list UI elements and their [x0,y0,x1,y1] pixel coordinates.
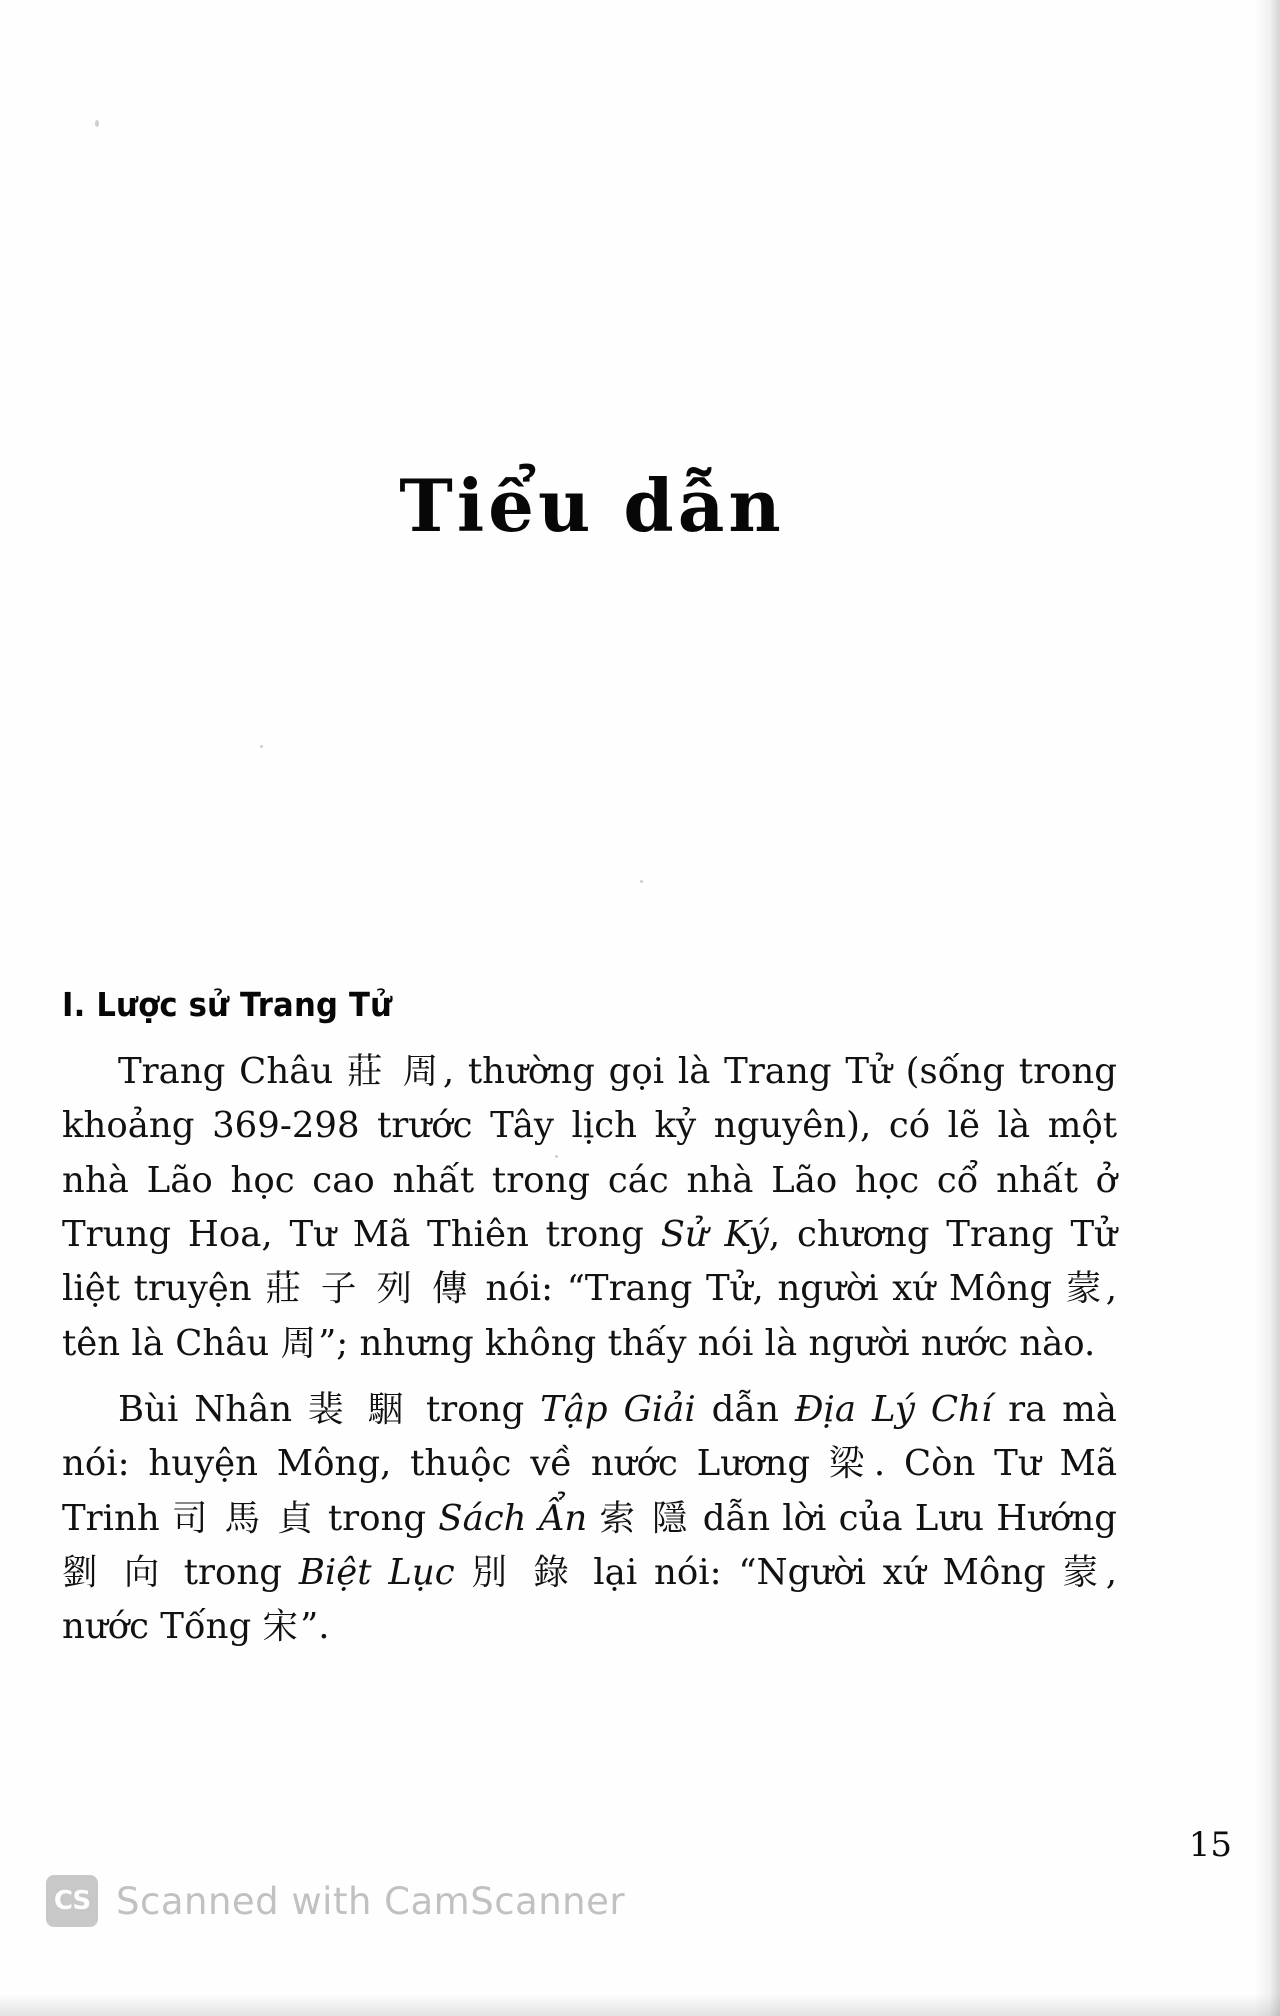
chapter-title: Tiểu dẫn [399,463,785,548]
han-characters: 莊 周 [347,1051,443,1092]
han-characters: 裴 駰 [308,1388,411,1430]
page-content [62,0,1122,2016]
section-heading: I. Lược sử Trang Tử [62,985,393,1024]
han-characters: 梁 [828,1443,874,1485]
han-characters: 司 馬 貞 [171,1497,316,1539]
han-characters: 蒙 [1065,1268,1106,1310]
camscanner-logo-icon: CS [46,1875,98,1927]
paragraph: Bùi Nhân 裴 駰 trong Tập Giải dẫn Địa Lý Chí ra mà nói: huyện Mông, thuộc về nước Lương 梁. Còn Tư Mã Trinh 司 馬 貞 trong Sách Ẩn 索 隱 dẫn lời của Lưu Hướng 劉 向 trong Biệt Lục 別 錄 lại nói: “Người xứ Mông 蒙, nước Tống 宋”. [62,1388,1118,1648]
han-characters: 宋 [262,1606,301,1648]
han-characters: 別 錄 [471,1551,577,1593]
paragraph: Trang Châu 莊 周, thường gọi là Trang Tử (sống trong khoảng 369-298 trước Tây lịch kỷ nguyên), có lẽ là một nhà Lão học cao nhất trong các nhà Lão học cổ nhất ở Trung Hoa, Tư Mã Thiên trong Sử Ký, chương Trang Tử liệt truyện 莊 子 列 傳 nói: “Trang Tử, người xứ Mông 蒙, tên là Châu 周”; nhưng không thấy nói là người nước nào. [62,1051,1118,1364]
han-characters: 莊 子 列 傳 [265,1268,472,1310]
han-characters: 劉 向 [62,1551,167,1593]
page-number: 15 [1188,1825,1232,1865]
han-characters: 周 [280,1322,319,1364]
han-characters: 索 隱 [599,1497,691,1539]
han-characters: 蒙 [1062,1551,1106,1593]
scan-edge-shadow-right [1254,0,1280,2016]
camscanner-watermark-text: Scanned with CamScanner [116,1879,626,1923]
body-text [62,1045,1117,1654]
camscanner-watermark [46,1875,625,1927]
